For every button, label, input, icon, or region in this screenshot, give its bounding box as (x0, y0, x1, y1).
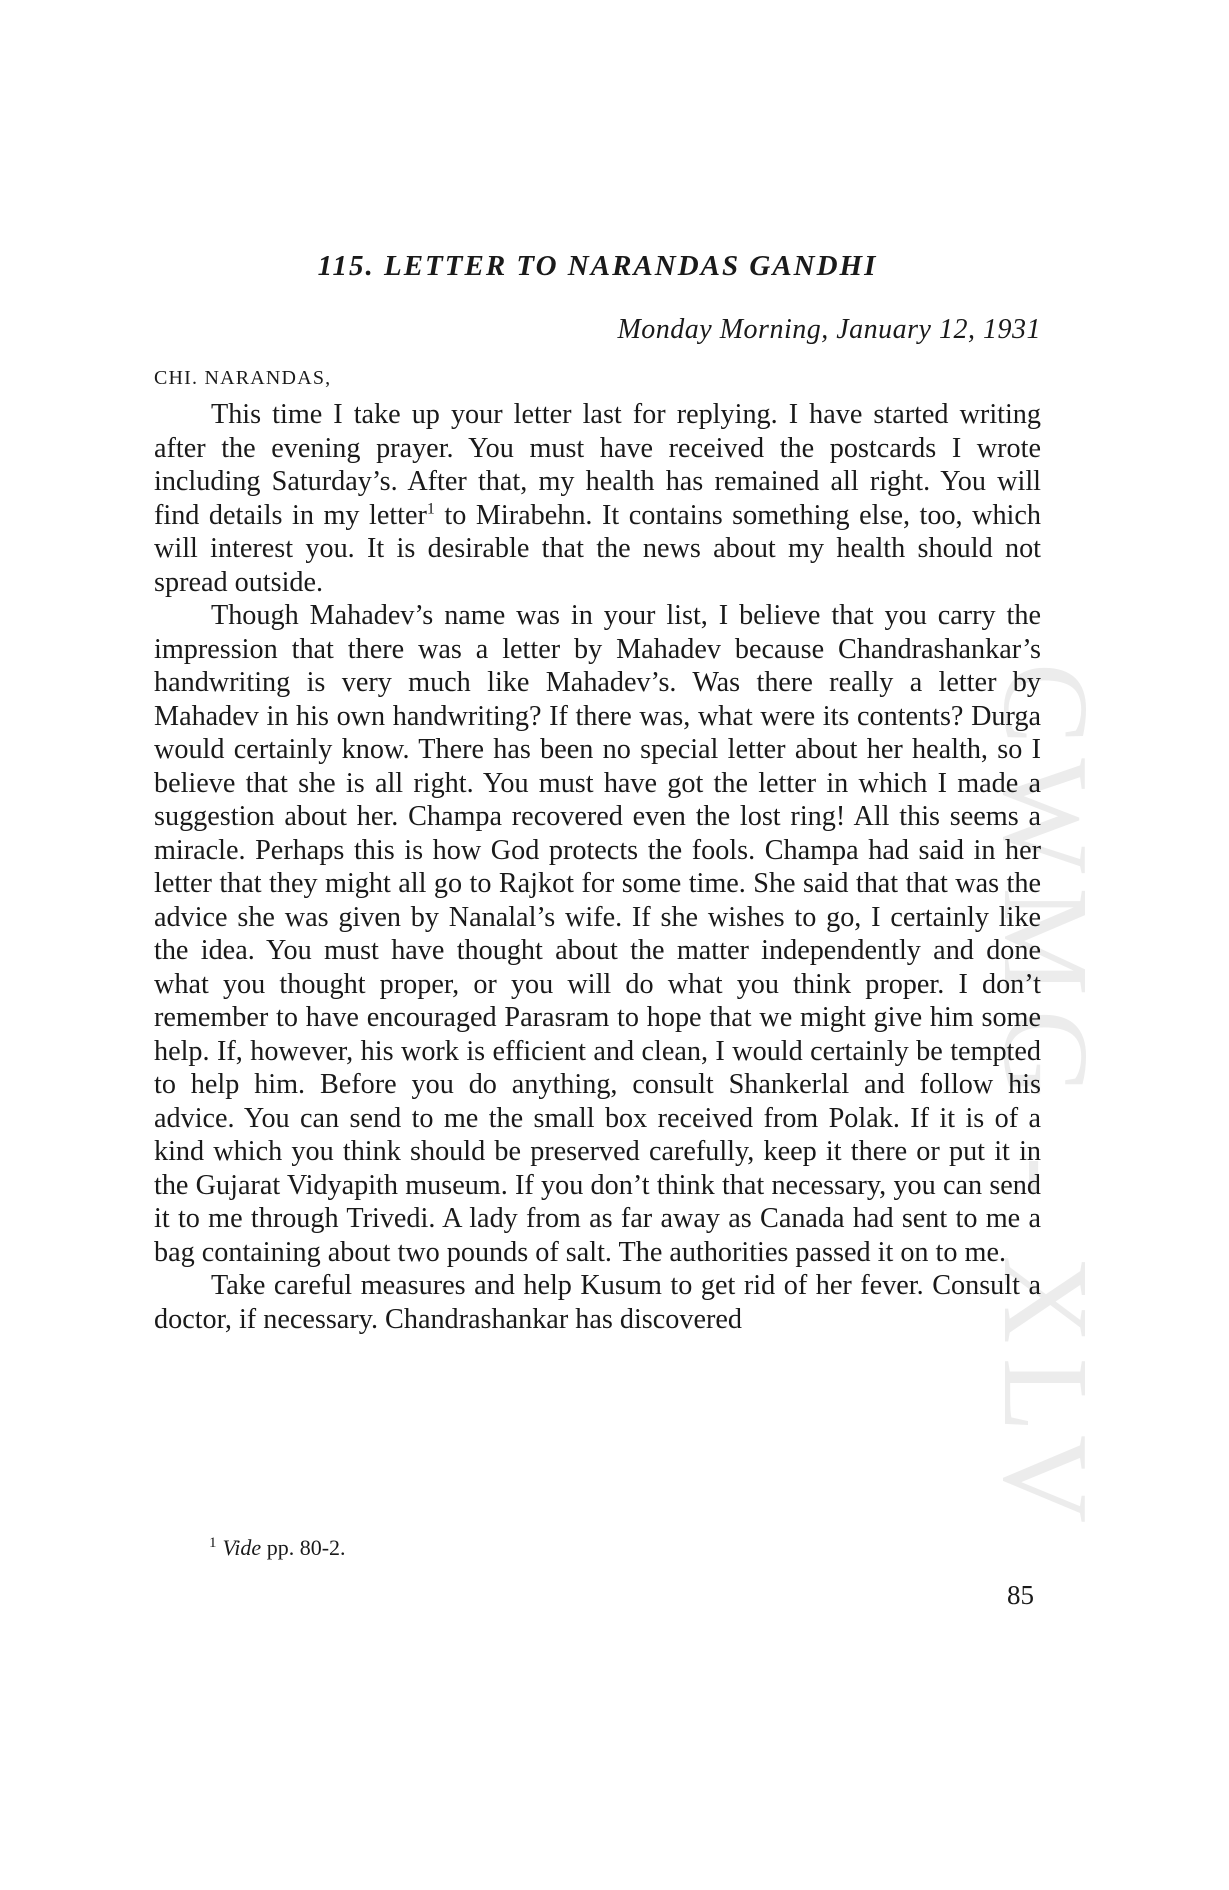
letter-body (154, 398, 1041, 1336)
footnote-pages: pp. 80-2. (261, 1535, 346, 1560)
paragraph-2: Though Mahadev’s name was in your list, I believe that you carry the impression that there was a letter by Mahadev because Chandrashankar’s handwriting is very much like Mahadev’s. Was there really a letter by Mahadev in his own handwriting? If there was, what were its contents? Durga would certainly know. There has been no special letter about her health, so I believe that she is all right. You must have got the letter in which I made a suggestion about her. Champa recovered even the lost ring! All this seems a miracle. Perhaps this is how God protects the fools. Champa had said in her letter that they might all go to Rajkot for some time. She said that that was the advice she was given by Nanalal’s wife. If she wishes to go, I certainly like the idea. You must have thought about the matter independently and done what you thought proper, or you will do what you think proper. I don’t remember to have encouraged Parasram to hope that we might give him some help. If, however, his work is efficient and clean, I would certainly be tempted to help him. Before you do anything, consult Shankerlal and follow his advice. You can send to me the small box received from Polak. If it is of a kind which you think should be preserved carefully, keep it there or put it in the Gujarat Vidyapith museum. If you don’t think that necessary, you can send it to me through Trivedi. A lady from as far away as Canada had sent to me a bag containing about two pounds of salt. The authorities passed it on to me. (154, 600, 1041, 1268)
footnote-vide: Vide (222, 1535, 262, 1560)
letter-dateline: Monday Morning, January 12, 1931 (617, 314, 1041, 345)
footnote-number: 1 (209, 1534, 217, 1551)
letter-heading: 115. LETTER TO NARANDAS GANDHI (317, 250, 878, 282)
footnote (209, 1535, 346, 1561)
page-number: 85 (1007, 1580, 1034, 1610)
paragraph-1-text-a: This time I take up your letter last for replying. I have started writing after the evening prayer. You must have received the postcards I wrote including Saturday’s. After that, my health has remained all right. You will find details in my letter (154, 399, 1041, 531)
footnote-reference: 1 (426, 500, 435, 518)
paragraph-3: Take careful measures and help Kusum to get rid of her fever. Consult a doctor, if necessary. Chandrashankar has discovered (154, 1270, 1041, 1335)
paragraph-1-text-b: to Mirabehn. It contains something else, too, which will interest you. It is desirable that the news about my health should not spread outside. (154, 499, 1041, 598)
watermark: CWMG - XLV (978, 662, 1113, 1538)
paragraph-1 (154, 398, 1041, 599)
letter-salutation: CHI. NARANDAS, (154, 367, 332, 389)
